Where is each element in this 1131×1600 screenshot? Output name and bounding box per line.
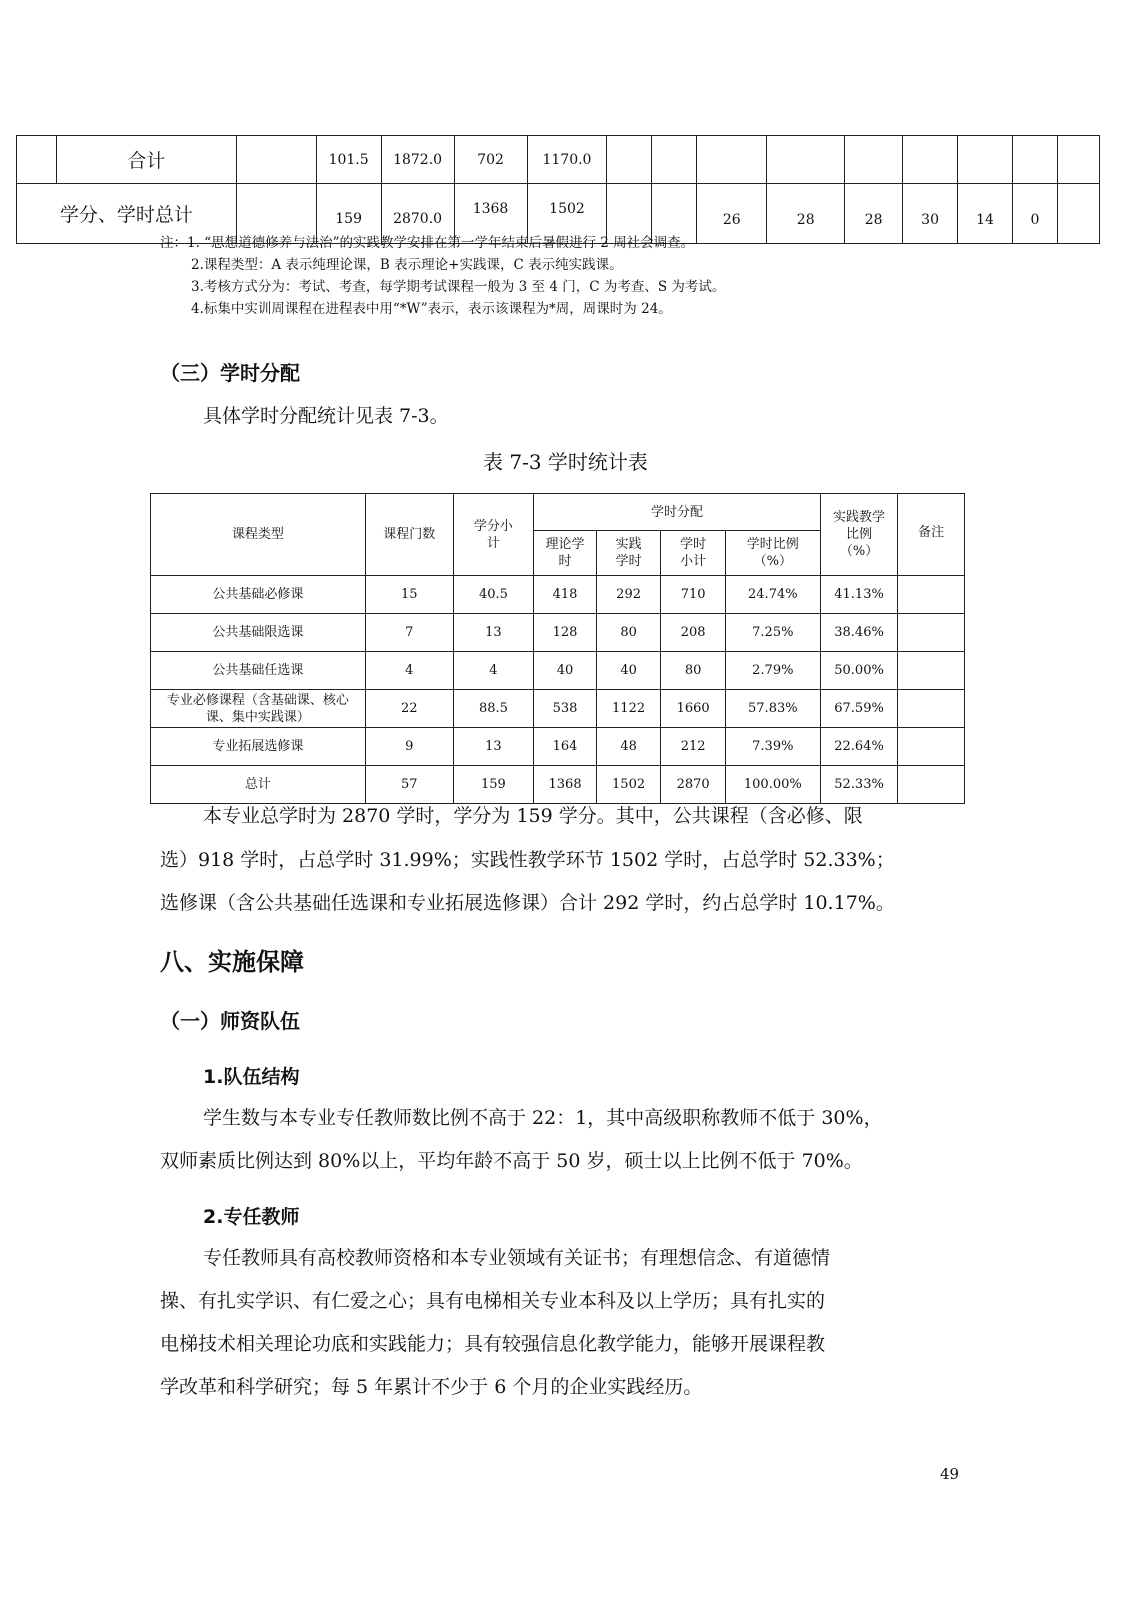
table-cell: 1872.0 [381, 136, 454, 184]
cell-theory: 538 [534, 690, 597, 728]
course-summary-table [16, 135, 1100, 244]
cell-credit: 4 [453, 652, 534, 690]
table-cell: 14 [958, 184, 1013, 244]
item2-line-2: 操、有扎实学识、有仁爱之心；具有电梯相关专业本科及以上学历；具有扎实的 [160, 1290, 826, 1312]
note-3: 3.考核方式分为：考试、考查，每学期考试课程一般为 3 至 4 门，C 为考查、S 为考试。 [191, 279, 726, 295]
note-1: 注：1. “思想道德修养与法治”的实践教学安排在第一学年结束后暑假进行 2 周社会调查。 [160, 235, 695, 251]
table-cell: 159 [316, 184, 381, 244]
cell-theory: 128 [534, 614, 597, 652]
cell-ratio: 57.83% [725, 690, 820, 728]
cell-practice: 1502 [596, 766, 661, 804]
cell-theory: 418 [534, 576, 597, 614]
header-remark: 备注 [898, 494, 965, 576]
table-cell: 30 [903, 184, 958, 244]
cell-subtotal: 710 [661, 576, 726, 614]
cell-type: 公共基础限选课 [151, 614, 366, 652]
cell-subtotal: 208 [661, 614, 726, 652]
table-cell: 0 [1012, 184, 1057, 244]
table-cell: 26 [697, 184, 767, 244]
table-header-row [151, 494, 965, 531]
item1-line-2: 双师素质比例达到 80%以上，平均年龄不高于 50 岁，硕士以上比例不低于 70%。 [160, 1150, 863, 1172]
header-hours-ratio: 学时比例（%） [725, 531, 820, 576]
cell-theory: 1368 [534, 766, 597, 804]
cell-ratio: 7.25% [725, 614, 820, 652]
item-heading-2: 2.专任教师 [203, 1206, 300, 1228]
section-intro: 具体学时分配统计见表 7-3。 [203, 405, 449, 427]
cell-practice-ratio: 38.46% [820, 614, 898, 652]
table-cell: 702 [454, 136, 527, 184]
cell-practice: 48 [596, 728, 661, 766]
summary-line-1: 本专业总学时为 2870 学时，学分为 159 学分。其中，公共课程（含必修、限 [203, 805, 863, 827]
cell-theory: 40 [534, 652, 597, 690]
table-caption: 表 7-3 学时统计表 [483, 450, 648, 474]
cell-type: 专业拓展选修课 [151, 728, 366, 766]
cell-subtotal: 80 [661, 652, 726, 690]
summary-line-3: 选修课（含公共基础任选课和专业拓展选修课）合计 292 学时，约占总学时 10.17%。 [160, 892, 895, 914]
cell-count: 7 [365, 614, 453, 652]
cell-subtotal: 1660 [661, 690, 726, 728]
cell-practice: 292 [596, 576, 661, 614]
table-row [151, 728, 965, 766]
cell-subtotal: 2870 [661, 766, 726, 804]
cell-count: 22 [365, 690, 453, 728]
cell-remark [898, 614, 965, 652]
cell-ratio: 100.00% [725, 766, 820, 804]
header-hours-subtotal: 学时小计 [661, 531, 726, 576]
table-cell: 101.5 [316, 136, 381, 184]
cell-count: 15 [365, 576, 453, 614]
cell-remark [898, 766, 965, 804]
section-heading: （三）学时分配 [160, 361, 300, 385]
summary-line-2: 选）918 学时，占总学时 31.99%；实践性教学环节 1502 学时，占总学时 52.33%； [160, 849, 895, 871]
note-4: 4.标集中实训周课程在进程表中用“*W”表示，表示该课程为*周，周课时为 24。 [191, 301, 672, 317]
cell-subtotal: 212 [661, 728, 726, 766]
item2-line-4: 学改革和科学研究；每 5 年累计不少于 6 个月的企业实践经历。 [160, 1376, 703, 1398]
table-cell: 28 [767, 184, 845, 244]
row-label: 合计 [56, 136, 236, 184]
table-row [151, 652, 965, 690]
cell-theory: 164 [534, 728, 597, 766]
cell-type: 公共基础必修课 [151, 576, 366, 614]
cell-remark [898, 576, 965, 614]
table-cell: 1170.0 [527, 136, 607, 184]
header-course-type: 课程类型 [151, 494, 366, 576]
item-heading-1: 1.队伍结构 [203, 1066, 300, 1088]
cell-credit: 13 [453, 614, 534, 652]
item2-line-3: 电梯技术相关理论功底和实践能力；具有较强信息化教学能力，能够开展课程教 [160, 1333, 826, 1355]
cell-practice-ratio: 41.13% [820, 576, 898, 614]
item2-line-1: 专任教师具有高校教师资格和本专业领域有关证书；有理想信念、有道德情 [203, 1247, 831, 1269]
cell-remark [898, 728, 965, 766]
cell-practice: 40 [596, 652, 661, 690]
header-practice-hours: 实践学时 [596, 531, 661, 576]
header-hours-distribution: 学时分配 [534, 494, 820, 531]
page-number: 49 [940, 1465, 960, 1483]
cell-ratio: 24.74% [725, 576, 820, 614]
cell-type: 专业必修课程（含基础课、核心课、集中实践课） [151, 690, 366, 728]
item1-line-1: 学生数与本专业专任教师数比例不高于 22：1，其中高级职称教师不低于 30%， [203, 1107, 883, 1129]
cell-practice-ratio: 50.00% [820, 652, 898, 690]
cell-credit: 13 [453, 728, 534, 766]
subsection-heading: （一）师资队伍 [160, 1009, 300, 1033]
cell-credit: 88.5 [453, 690, 534, 728]
table-cell: 1368 [454, 184, 527, 244]
cell-ratio: 7.39% [725, 728, 820, 766]
table-cell: 2870.0 [381, 184, 454, 244]
table-cell: 1502 [527, 184, 607, 244]
header-theory-hours: 理论学时 [534, 531, 597, 576]
row-label: 学分、学时总计 [17, 184, 237, 244]
table-cell: 28 [845, 184, 903, 244]
cell-credit: 159 [453, 766, 534, 804]
cell-remark [898, 690, 965, 728]
table-row [17, 136, 1100, 184]
header-course-count: 课程门数 [365, 494, 453, 576]
table-row [151, 690, 965, 728]
cell-practice-ratio: 52.33% [820, 766, 898, 804]
cell-practice: 80 [596, 614, 661, 652]
cell-practice: 1122 [596, 690, 661, 728]
header-credit-subtotal: 学分小计 [453, 494, 534, 576]
cell-ratio: 2.79% [725, 652, 820, 690]
table-row [151, 576, 965, 614]
cell-practice-ratio: 67.59% [820, 690, 898, 728]
note-2: 2.课程类型：A 表示纯理论课，B 表示理论+实践课，C 表示纯实践课。 [191, 257, 623, 273]
cell-credit: 40.5 [453, 576, 534, 614]
cell-remark [898, 652, 965, 690]
cell-count: 9 [365, 728, 453, 766]
cell-practice-ratio: 22.64% [820, 728, 898, 766]
cell-count: 4 [365, 652, 453, 690]
chapter-heading: 八、实施保障 [160, 948, 304, 976]
hours-stats-table [150, 493, 965, 804]
cell-type: 公共基础任选课 [151, 652, 366, 690]
cell-count: 57 [365, 766, 453, 804]
header-practice-ratio: 实践教学比例（%） [820, 494, 898, 576]
cell-type: 总计 [151, 766, 366, 804]
table-row [151, 614, 965, 652]
